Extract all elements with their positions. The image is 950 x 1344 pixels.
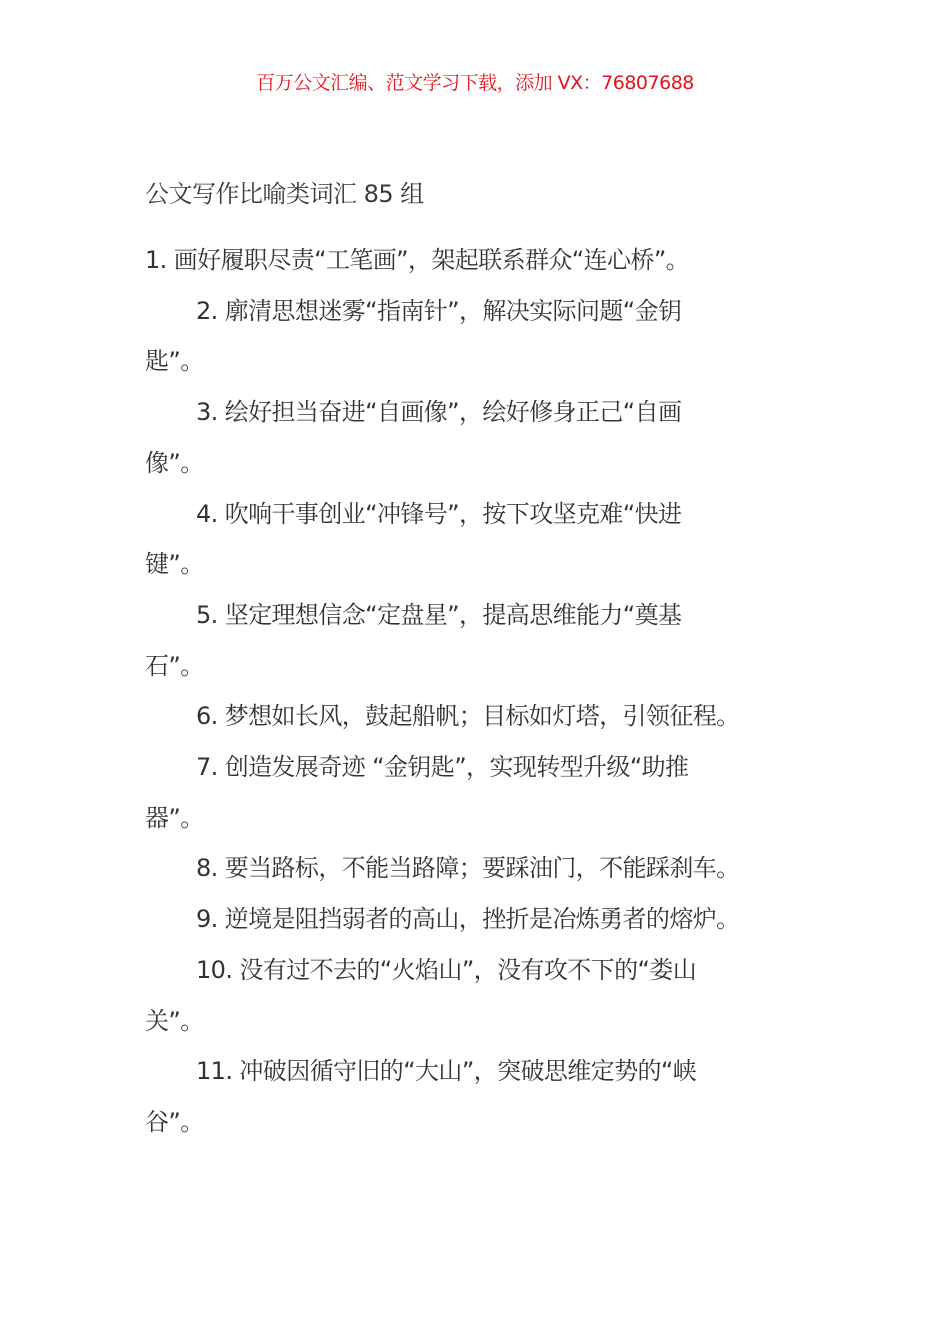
list-item — [145, 387, 805, 488]
list-item — [145, 742, 805, 843]
list-item-text-continuation: 匙”。 — [145, 347, 204, 376]
list-item-text-continuation: 键”。 — [145, 550, 204, 579]
list-item — [145, 945, 805, 1046]
document-title: 公文写作比喻类词汇 85 组 — [145, 180, 424, 208]
list-item-text-continuation: 关”。 — [145, 1006, 204, 1035]
list-item-text: 3. 绘好担当奋进“自画像”，绘好修身正己“自画 — [196, 398, 682, 427]
list-item — [145, 691, 805, 742]
list-item — [145, 843, 805, 894]
list-item-text-continuation: 石”。 — [145, 651, 204, 680]
list-item-text-continuation: 器”。 — [145, 803, 204, 832]
list-item-text: 8. 要当路标，不能当路障；要踩油门，不能踩刹车。 — [196, 854, 740, 883]
list-item — [145, 489, 805, 590]
list-item-text: 7. 创造发展奇迹 “金钥匙”，实现转型升级“助推 — [196, 753, 689, 782]
list-item — [145, 1046, 805, 1147]
list-item-text: 10. 没有过不去的“火焰山”，没有攻不下的“娄山 — [196, 955, 697, 984]
document-body — [145, 235, 805, 1148]
list-item — [145, 590, 805, 691]
list-item-text: 11. 冲破因循守旧的“大山”，突破思维定势的“峡 — [196, 1057, 697, 1086]
list-item-text-continuation: 谷”。 — [145, 1107, 204, 1136]
list-item — [145, 235, 805, 286]
list-item-text-continuation: 像”。 — [145, 448, 204, 477]
list-item — [145, 286, 805, 387]
list-item — [145, 894, 805, 945]
list-item-text: 4. 吹响干事创业“冲锋号”，按下攻坚克难“快进 — [196, 499, 682, 528]
list-item-text: 9. 逆境是阻挡弱者的高山，挫折是冶炼勇者的熔炉。 — [196, 905, 740, 934]
list-item-text: 6. 梦想如长风，鼓起船帆；目标如灯塔，引领征程。 — [196, 702, 740, 731]
list-item-text: 1. 画好履职尽责“工笔画”，架起联系群众“连心桥”。 — [145, 246, 690, 274]
list-item-text: 5. 坚定理想信念“定盘星”，提高思维能力“奠基 — [196, 600, 682, 629]
list-item-text: 2. 廓清思想迷雾“指南针”，解决实际问题“金钥 — [196, 296, 682, 325]
watermark-header: 百万公文汇编、范文学习下载，添加 VX：76807688 — [256, 72, 694, 94]
